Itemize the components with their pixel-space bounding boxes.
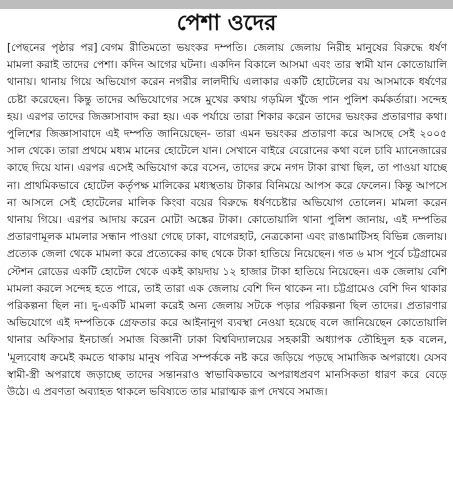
continuation-label: [পেছনের পৃষ্ঠার পর] — [7, 42, 98, 54]
headline: পেশা ওদের — [176, 11, 277, 36]
top-bar — [0, 0, 453, 9]
article-text: বেগম রীতিমতো ভয়ংকর দম্পতি। জেলায় জেলায় নিরীহ মানুষের বিরুদ্ধে ধর্ষণ মামলা করাই তাদের পেশা। কদিন আগের ঘটনা। একদিন বিকালে আসমা এবং তার স্বামী যান কোতোয়ালি থানায়। থানায় গিয়ে অভিযোগ করেন নগরীর লালদীঘি এলাকার একটি হোটেলের বয় আসমাকে ধর্ষণের চেষ্টা করেছেন। কিন্তু তাদের অভিযোগের সঙ্গে মুখের কথায় গড়মিল খুঁজে পান পুলিশ কর্মকর্তারা। সন্দেহ হয়। এরপর তাদের জিজ্ঞাসাবাদ করা হয়। এক পর্যায়ে তারা শিকার করেন তাদের ভয়ংকর প্রতারণার কথা। পুলিশের জিজ্ঞাসাবাদে এই দম্পতি জানিয়েছেন- তারা এমন ভয়ংকর প্রতারণা করে আসছে সেই ২০০৫ সাল থেকে। তারা প্রথমে মধ্যম মানের হোটেলে যান। সেখানে বাইরে বেরোনের কথা বলে চাবি ম্যানেজারের কাছে দিয়ে যান। এরপর এসেই অভিযোগ করে বসেন, তাদের রুমে নগদ টাকা রাখা ছিল, তা পাওয়া যাচ্ছে না। প্রাথমিকভাবে হোটেল কর্তৃপক্ষ মালিকের মধ্যস্থতায় টাকার বিনিময়ে আপস করে ফেলেন। কিন্তু আপসে না আসলে সেই হোটেলের মালিক কিংবা বয়ের বিরুদ্ধে ধর্ষণচেষ্টার অভিযোগ তোলেন। মামলা করেন থানায় গিয়ে। এরপর আদায় করেন মোটা অঙ্কের টাকা। কোতোয়ালি থানা পুলিশ জানায়, এই দম্পতির প্রতারণামূলক মামলার সন্ধান পাওয়া গেছে ঢাকা, বাগেরহাট, নেত্রকোনা এবং রাঙামাটিসহ বিভিন্ন জেলায়। প্রত্যেক জেলা থেকে মামলা করে প্রত্যেকের কাছ থেকে টাকা হাতিয়ে নিয়েছেন। গত ৬ মাস পূর্বে চট্টগ্রামের স্টেশন রোডের একটি হোটেল থেকে একই কায়দায় ১২ হাজার টাকা হাতিয়ে নিয়েছেন। এক জেলায় বেশি মামলা করলে সন্দেহ হতে পারে, তাই তারা এক জেলায় বেশি দিন থাকেন না। চট্টগ্রামেও বেশি দিন থাকার পরিকল্পনা ছিল না। দু-একটি মামলা করেই অন্য জেলায় সটকে পড়ার পরিকল্পনা ছিল তাদের। প্রতারণার অভিযোগে এই দম্পতিকে গ্রেফতার করে আইনানুগ ব্যবস্থা নেওয়া হয়েছে বলে জানিয়েছেন কোতোয়ালি থানার অফিসার ইনচার্জ। সমাজ বিজ্ঞানী ঢাকা বিশ্ববিদ্যালয়ের সহকারী অধ্যাপক তৌহিদুল হক বলেন, 'মূল্যবোধ ক্রমেই কমতে থাকায় মানুষ পবিত্র সম্পর্ককে নষ্ট করে জড়িয়ে পড়ছে সামাজিক অপরাধে। যেসব স্বামী-স্ত্রী অপরাধে জড়াচ্ছে তাদের সন্তানরাও স্বাভাবিকভাবে অপরাধপ্রবণ মানসিকতা ধারণ করে বেড়ে উঠে। এ প্রবণতা অব্যাহত থাকলে ভবিষ্যতে তার মারাত্মক রূপ দেখবে সমাজ। — [7, 42, 447, 399]
article-body — [7, 40, 447, 500]
